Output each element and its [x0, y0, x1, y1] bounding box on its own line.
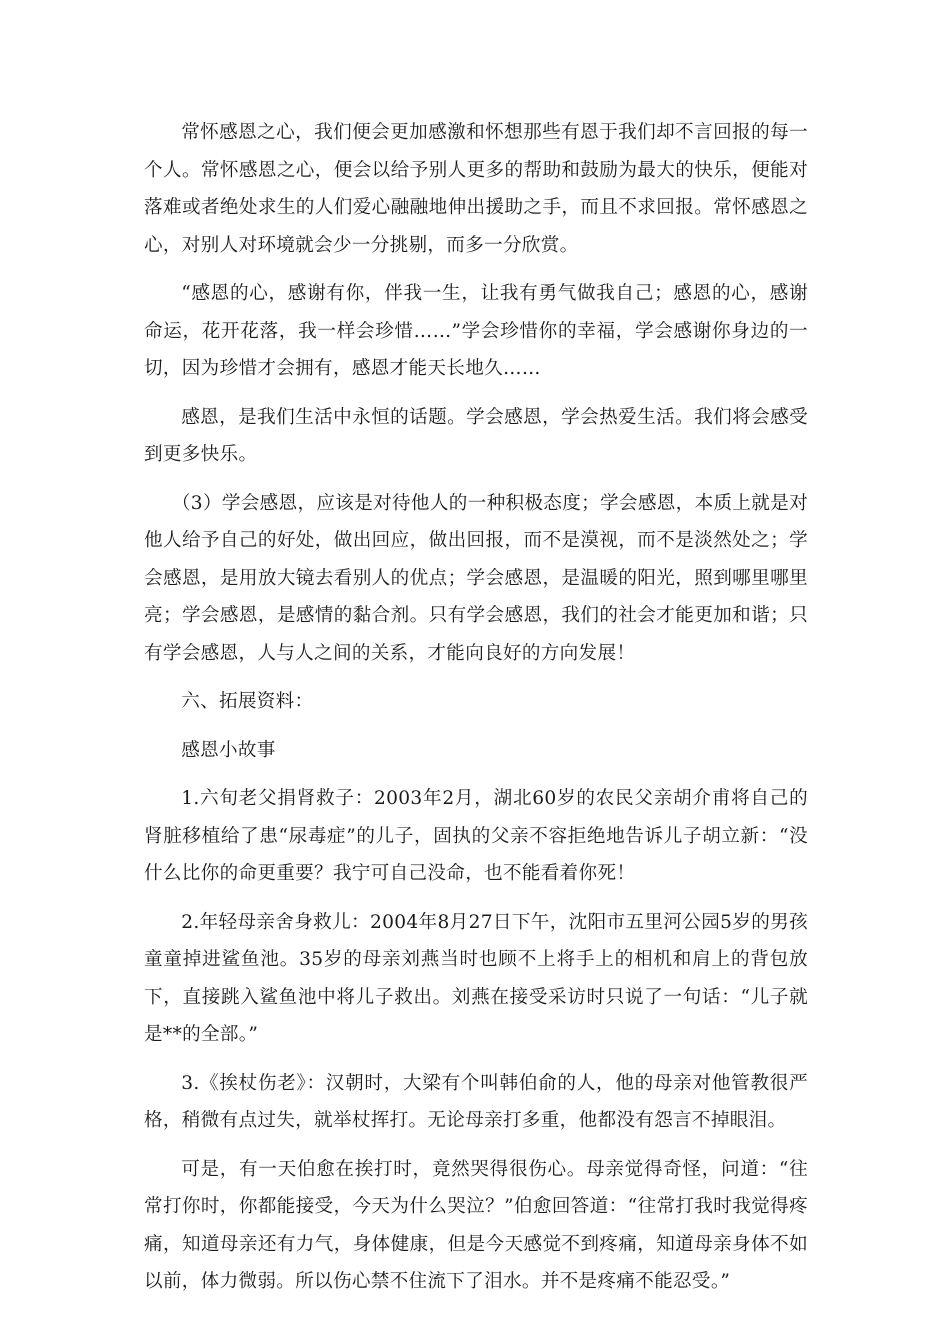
- paragraph-point-3: （3）学会感恩，应该是对待他人的一种积极态度；学会感恩，本质上就是对他人给予自己的好处，做出回应，做出回报，而不是漠视，而不是淡然处之；学会感恩，是用放大镜去看别人的优点；学会感恩，是温暖的阳光，照到哪里哪里亮；学会感恩，是感情的黏合剂。只有学会感恩，我们的社会才能更加和谐；只有学会感恩，人与人之间的关系，才能向良好的方向发展！: [144, 492, 808, 664]
- document-body: [144, 114, 808, 1312]
- paragraph-gratitude-heart: 常怀感恩之心，我们便会更加感激和怀想那些有恩于我们却不言回报的每一个人。常怀感恩之心，便会以给予别人更多的帮助和鼓励为最大的快乐，便能对落难或者绝处求生的人们爱心融融地伸出援助之手，而且不求回报。常怀感恩之心，对别人对环境就会少一分挑剔，而多一分欣赏。: [144, 122, 808, 256]
- paragraph-eternal-topic: 感恩，是我们生活中永恒的话题。学会感恩，学会热爱生活。我们将会感受到更多快乐。: [144, 406, 808, 465]
- story-3-han-boyu: 3.《挨杖伤老》：汉朝时，大梁有个叫韩伯俞的人，他的母亲对他管教很严格，稍微有点过失，就举杖挥打。无论母亲打多重，他都没有怨言不掉眼泪。: [144, 1072, 808, 1131]
- story-3-continuation: 可是，有一天伯愈在挨打时，竟然哭得很伤心。母亲觉得奇怪，问道：“往常打你时，你都能接受，今天为什么哭泣？”伯愈回答道：“往常打我时我觉得疼痛，知道母亲还有力气，身体健康，但是今天感觉不到疼痛，知道母亲身体不如以前，体力微弱。所以伤心禁不住流下了泪水。并不是疼痛不能忍受。”: [144, 1158, 808, 1292]
- section-heading-extended-materials: 六、拓展资料：: [181, 691, 314, 712]
- story-1-father-kidney: 1.六旬老父捐肾救子：2003年2月，湖北60岁的农民父亲胡介甫将自己的肾脏移植给了患“尿毒症”的儿子，固执的父亲不容拒绝地告诉儿子胡立新：“没什么比你的命更重要？我宁可自己没命，也不能看着你死！: [144, 788, 808, 884]
- subheading-gratitude-stories: 感恩小故事: [181, 739, 276, 761]
- story-2-mother-rescue: 2.年轻母亲舍身救儿：2004年8月27日下午，沈阳市五里河公园5岁的男孩童童掉进鲨鱼池。35岁的母亲刘燕当时也顾不上将手上的相机和肩上的背包放下，直接跳入鲨鱼池中将儿子救出。刘燕在接受采访时只说了一句话：“儿子就是**的全部。”: [144, 911, 808, 1045]
- paragraph-song-quote: “感恩的心，感谢有你，伴我一生，让我有勇气做我自己；感恩的心，感谢命运，花开花落，我一样会珍惜……”学会珍惜你的幸福，学会感谢你身边的一切，因为珍惜才会拥有，感恩才能天长地久……: [144, 283, 808, 379]
